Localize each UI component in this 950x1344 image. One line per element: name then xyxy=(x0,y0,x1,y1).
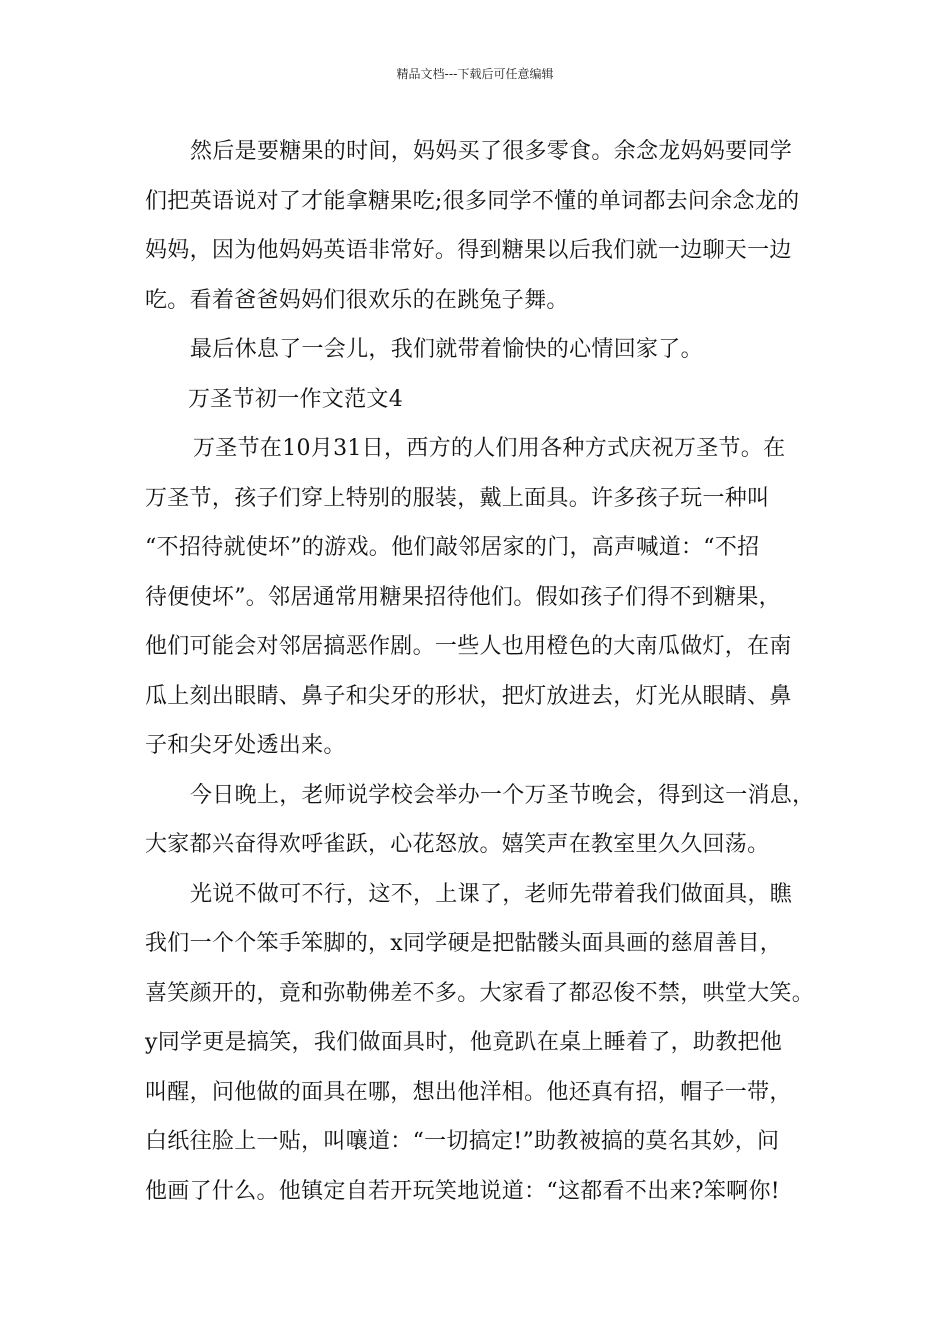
paragraph-line: 吃。看着爸爸妈妈们很欢乐的在跳兔子舞。 xyxy=(145,287,569,313)
paragraph-line: “不招待就使坏”的游戏。他们敲邻居家的门，高声喊道：“不招 xyxy=(145,535,760,560)
paragraph-line: 待便使坏”。邻居通常用糖果招待他们。假如孩子们得不到糖果， xyxy=(145,584,781,610)
paragraph-line: 他们可能会对邻居搞恶作剧。一些人也用橙色的大南瓜做灯，在南 xyxy=(145,634,792,659)
paragraph-line: 最后休息了一会儿，我们就带着愉快的心情回家了。 xyxy=(190,337,703,362)
paragraph-line: 们把英语说对了才能拿糖果吃;很多同学不懂的单词都去问余念龙的 xyxy=(145,188,800,214)
paragraph-line: 子和尖牙处透出来。 xyxy=(145,733,346,758)
paragraph-line: 大家都兴奋得欢呼雀跃，心花怒放。嬉笑声在教室里久久回荡。 xyxy=(145,832,770,857)
paragraph-line: 光说不做可不行，这不，上课了，老师先带着我们做面具，瞧 xyxy=(190,881,793,907)
paragraph-line: 白纸往脸上一贴，叫嚷道：“一切搞定!”助教被搞的莫名其妙，问 xyxy=(145,1129,780,1154)
paragraph-line: 瓜上刻出眼睛、鼻子和尖牙的形状，把灯放进去，灯光从眼睛、鼻 xyxy=(145,683,792,709)
paragraph-line: y同学更是搞笑，我们做面具时，他竟趴在桌上睡着了，助教把他 xyxy=(145,1030,783,1055)
section-title: 万圣节初一作文范文4 xyxy=(188,386,403,412)
paragraph-line: 我们一个个笨手笨脚的，x同学硬是把骷髅头面具画的慈眉善目， xyxy=(145,931,783,956)
paragraph-line: 然后是要糖果的时间，妈妈买了很多零食。余念龙妈妈要同学 xyxy=(190,139,793,164)
paragraph-line: 万圣节，孩子们穿上特别的服装，戴上面具。许多孩子玩一种叫 xyxy=(145,485,770,511)
document-body xyxy=(145,133,815,1222)
page-header: 精品文档---下载后可任意编辑 xyxy=(396,67,554,81)
paragraph-line: 他画了什么。他镇定自若开玩笑地说道：“这都看不出来?笨啊你! xyxy=(145,1178,780,1204)
paragraph-line: 妈妈，因为他妈妈英语非常好。得到糖果以后我们就一边聊天一边 xyxy=(145,238,792,263)
paragraph-line: 万圣节在10月31日，西方的人们用各种方式庆祝万圣节。在 xyxy=(193,436,786,461)
paragraph-line: 喜笑颜开的，竟和弥勒佛差不多。大家看了都忍俊不禁，哄堂大笑。 xyxy=(145,980,815,1006)
paragraph-line: 叫醒，问他做的面具在哪，想出他洋相。他还真有招，帽子一带， xyxy=(145,1079,792,1105)
paragraph-line: 今日晚上，老师说学校会举办一个万圣节晚会，得到这一消息， xyxy=(190,782,815,808)
